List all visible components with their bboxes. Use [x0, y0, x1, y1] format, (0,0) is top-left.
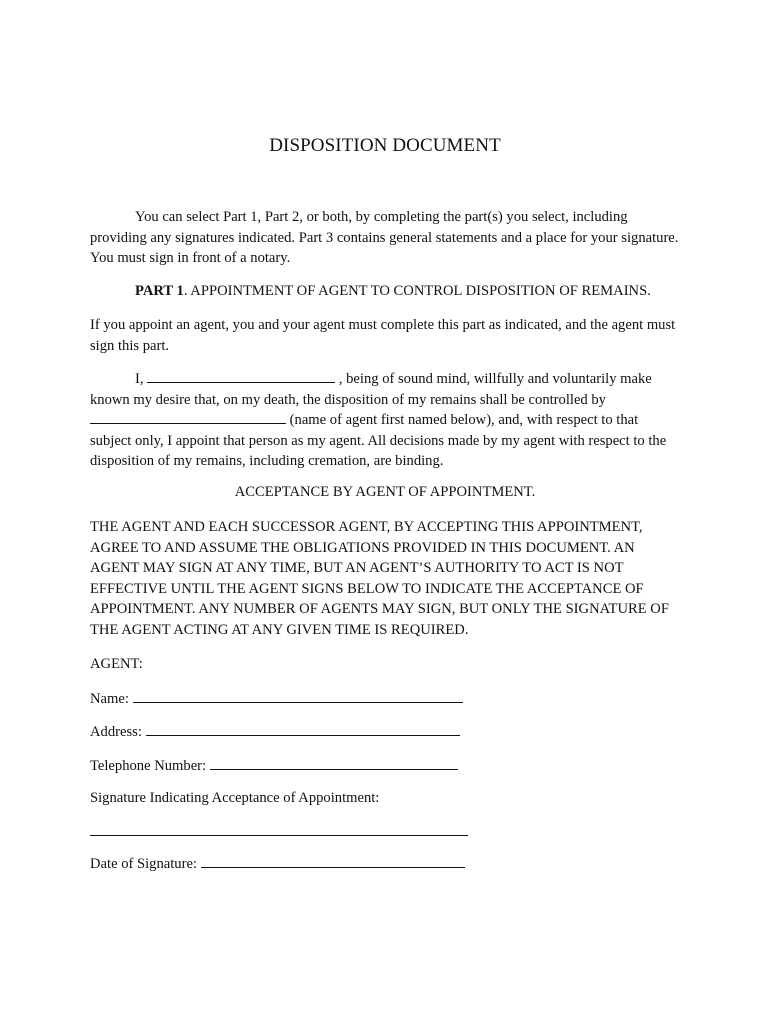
appointment-text-1: I,: [135, 371, 144, 387]
appointment-text-3: (name of agent first named below), and, with respect to that subject only, I appoint that person as my agent. All decisions made by my agent with respect to the disposition of my remains, including cremation, are binding.: [90, 412, 667, 470]
appointment-instructions: [90, 315, 680, 356]
date-label: Date of Signature:: [90, 856, 197, 872]
intro-paragraph: [90, 207, 680, 269]
agent-label: AGENT:: [90, 656, 143, 672]
name-label: Name:: [90, 691, 129, 707]
part1-label: PART 1: [135, 283, 184, 299]
agent-clause: [90, 517, 680, 641]
name-line[interactable]: [133, 688, 463, 703]
address-field: [90, 721, 460, 742]
date-line[interactable]: [201, 853, 465, 868]
signature-label: Signature Indicating Acceptance of Appointment:: [90, 790, 380, 806]
acceptance-heading: ACCEPTANCE BY AGENT OF APPOINTMENT.: [234, 484, 536, 500]
appointment-paragraph: [90, 369, 680, 472]
address-label: Address:: [90, 724, 142, 740]
intro-text: You can select Part 1, Part 2, or both, by completing the part(s) you select, including providing any signatures indicated. Part 3 contains general statements and a place for your signature. You must sign in front of a notary.: [90, 209, 679, 267]
address-line[interactable]: [146, 721, 460, 736]
part1-heading: [90, 281, 680, 302]
agent-clause-text: THE AGENT AND EACH SUCCESSOR AGENT, BY ACCEPTING THIS APPOINTMENT, AGREE TO AND ASSUME THE OBLIGATIONS PROVIDED IN THIS DOCUMENT. AN AGENT MAY SIGN AT ANY TIME, BUT AN AGENT’S AUTHORITY TO ACT IS NOT EFFECTIVE UNTIL THE AGENT SIGNS BELOW TO INDICATE THE ACCEPTANCE OF APPOINTMENT. ANY NUMBER OF AGENTS MAY SIGN, BUT ONLY THE SIGNATURE OF THE AGENT ACTING AT ANY GIVEN TIME IS REQUIRED.: [90, 519, 669, 638]
appointment-text-2: , being of sound mind, willfully and voluntarily make known my desire that, on my death, the disposition of my remains shall be controlled by: [90, 371, 652, 408]
name-field: [90, 688, 463, 709]
document-title: DISPOSITION DOCUMENT: [269, 135, 501, 156]
principal-name-blank[interactable]: [147, 369, 335, 383]
part1-title: . APPOINTMENT OF AGENT TO CONTROL DISPOSITION OF REMAINS.: [183, 283, 651, 299]
signature-field: [90, 788, 379, 808]
appointment-instructions-text: If you appoint an agent, you and your agent must complete this part as indicated, and the agent must sign this part.: [90, 317, 676, 354]
telephone-line[interactable]: [210, 755, 458, 770]
date-field: [90, 853, 465, 874]
signature-line[interactable]: [90, 835, 468, 836]
agent-name-blank[interactable]: [90, 410, 286, 424]
telephone-field: [90, 755, 458, 776]
telephone-label: Telephone Number:: [90, 758, 207, 774]
